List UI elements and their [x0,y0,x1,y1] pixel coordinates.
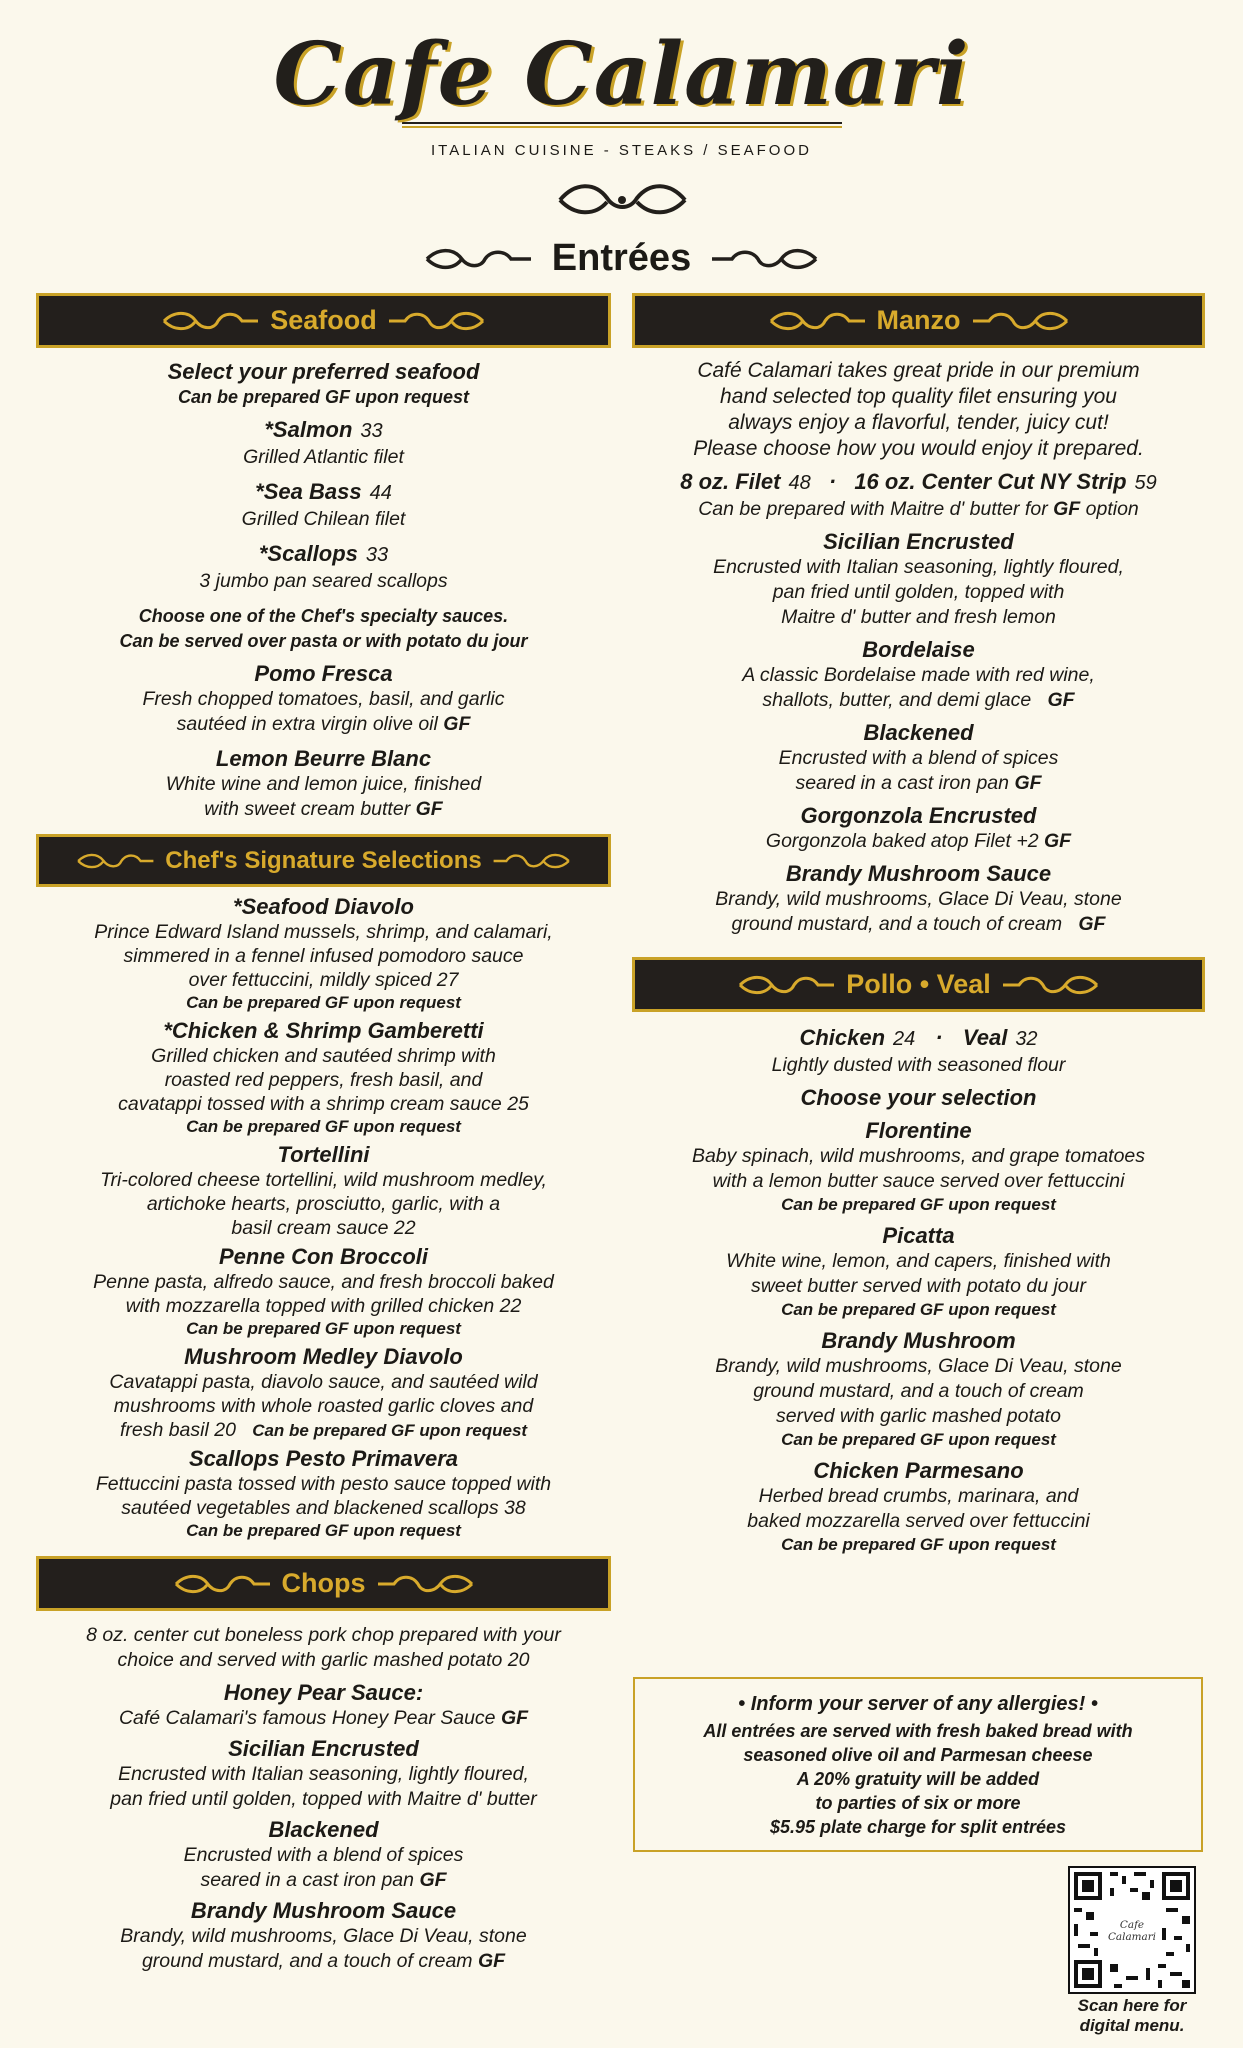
item-description: artichoke hearts, prosciutto, garlic, with a [146,1193,501,1215]
pollo-section [632,1024,1205,1556]
manzo-intro: Café Calamari takes great pride in our premium [697,359,1140,382]
item-name: Tortellini [277,1142,370,1167]
sauce-description: sautéed in extra virgin olive oil [176,713,438,735]
item-description: seared in a cast iron pan [200,1869,415,1891]
item-description: cavatappi tossed with a shrimp cream sauce 25 [118,1093,529,1115]
flourish-ornament-icon [555,180,690,224]
item-description: Herbed bread crumbs, marinara, and [758,1485,1079,1507]
item-description: Encrusted with Italian seasoning, lightly floured, [713,556,1124,578]
banner-right-ornament-icon [492,850,572,872]
seafood-section [36,358,611,822]
item-name: Sicilian Encrusted [823,529,1014,554]
item-description: 3 jumbo pan seared scallops [199,570,448,592]
item-name: *Scallops [258,541,358,566]
gf-note: Can be prepared GF upon request [781,1430,1056,1449]
menu-item [632,528,1205,630]
pollo-banner [632,957,1205,1012]
sauce-description: Fresh chopped tomatoes, basil, and garlic [142,688,505,710]
notice-line: to parties of six or more [815,1793,1021,1813]
banner-left-ornament-icon [736,974,836,996]
left-column [36,293,611,1974]
menu-item [36,478,611,532]
banner-right-ornament-icon [1001,974,1101,996]
sauce-item [36,660,611,737]
item-description: White wine, lemon, and capers, finished with [726,1250,1111,1272]
item-name: Brandy Mushroom Sauce [785,861,1052,886]
item-description: baked mozzarella served over fettuccini [747,1510,1090,1532]
item-description: mushrooms with whole roasted garlic cloves and [113,1395,534,1417]
manzo-banner [632,293,1205,348]
menu-item [632,802,1205,854]
menu-item [36,1897,611,1974]
gf-badge: GF [1014,772,1042,794]
tagline: ITALIAN CUISINE - STEAKS / SEAFOOD [431,142,812,160]
veal-label: Veal [962,1025,1008,1050]
strip-name: 16 oz. Center Cut NY Strip [854,469,1127,494]
right-title-ornament-icon [710,246,820,272]
item-description: basil cream sauce 22 [231,1217,416,1239]
item-description: Brandy, wild mushrooms, Glace Di Veau, stone [120,1925,527,1947]
signature-banner [36,834,611,887]
left-title-ornament-icon [423,246,533,272]
item-description: with mozzarella topped with grilled chicken 22 [125,1295,522,1317]
item-description: Encrusted with a blend of spices [183,1844,464,1866]
item-name: Blackened [268,1817,379,1842]
item-name: Florentine [865,1118,972,1143]
sauce-name: Lemon Beurre Blanc [215,746,432,771]
item-name: Honey Pear Sauce: [223,1680,424,1705]
menu-item [632,1117,1205,1216]
item-description: Cavatappi pasta, diavolo sauce, and sautéed wild [109,1371,538,1393]
banner-left-ornament-icon [75,850,155,872]
manzo-intro: hand selected top quality filet ensuring you [720,385,1117,408]
menu-item [632,1327,1205,1451]
item-description: A classic Bordelaise made with red wine, [742,664,1095,686]
manzo-banner-label: Manzo [876,305,961,335]
qr-caption [1050,1996,1214,2036]
item-name: *Seafood Diavolo [233,894,414,919]
seafood-banner [36,293,611,348]
item-description: simmered in a fennel infused pomodoro sauce [123,945,524,967]
item-description: ground mustard, and a touch of cream [141,1950,473,1972]
seafood-gf-note: Can be prepared GF upon request [177,387,470,407]
pollo-note: Lightly dusted with seasoned flour [771,1054,1066,1076]
item-name: Bordelaise [862,637,975,662]
restaurant-logo: Cafe Calamari [273,24,970,125]
item-description: ground mustard, and a touch of cream [753,1380,1084,1402]
item-description: fresh basil 20 [119,1419,236,1441]
chicken-label: Chicken [799,1025,886,1050]
qr-caption-line: digital menu. [1079,2016,1185,2035]
item-name: Chicken Parmesano [813,1458,1024,1483]
gf-note: Can be prepared GF upon request [252,1421,528,1440]
item-name: Brandy Mushroom Sauce [190,1898,457,1923]
gf-note: Can be prepared GF upon request [186,993,461,1012]
qr-code[interactable] [1068,1866,1196,1994]
manzo-section [632,358,1205,937]
chops-section [36,1623,611,1974]
gf-badge: GF [1053,498,1081,520]
svg-text:Cafe: Cafe [1119,1919,1145,1931]
allergy-notice-title: • Inform your server of any allergies! • [738,1693,1098,1715]
filet-price: 48 [788,472,811,494]
gf-badge: GF [1078,913,1106,935]
allergy-notice-box [633,1677,1203,1852]
item-description: shallots, butter, and demi glace [762,689,1032,711]
entrees-title: Entrées [551,237,692,280]
gf-badge: GF [1043,830,1072,852]
menu-item [36,540,611,594]
menu-item [632,1457,1205,1556]
banner-left-ornament-icon [172,1573,272,1595]
item-name: Blackened [863,720,974,745]
item-price: 33 [365,544,389,566]
item-description: sweet butter served with potato du jour [751,1275,1086,1297]
qr-code-icon [1070,1868,1194,1992]
item-description: Encrusted with a blend of spices [778,747,1059,769]
svg-text:Calamari: Calamari [1107,1931,1157,1943]
sauce-intro-note: Can be served over pasta or with potato du jour [119,631,528,651]
separator: · [828,469,837,494]
banner-right-ornament-icon [387,310,487,332]
sauce-item [36,745,611,822]
sauce-description: with sweet cream butter [204,798,411,820]
banner-right-ornament-icon [971,310,1071,332]
menu-item [36,893,611,1014]
item-name: Scallops Pesto Primavera [188,1446,459,1471]
item-description: pan fried until golden, topped with [772,581,1065,603]
menu-item [36,416,611,470]
seafood-banner-label: Seafood [270,305,377,335]
sauce-description: White wine and lemon juice, finished [165,773,482,795]
page-title [0,236,1243,280]
gf-badge: GF [1047,689,1075,711]
item-description: ground mustard, and a touch of cream [731,913,1063,935]
menu-item [632,1222,1205,1321]
item-name: *Salmon [264,417,353,442]
sauce-name: Pomo Fresca [254,661,393,686]
menu-item [36,1017,611,1138]
item-name: Mushroom Medley Diavolo [184,1344,463,1369]
item-name: Gorgonzola Encrusted [800,803,1037,828]
menu-item [36,1343,611,1442]
item-name: Sicilian Encrusted [228,1736,419,1761]
signature-section [36,893,611,1542]
item-description: pan fried until golden, topped with Maitre d' butter [110,1788,537,1810]
pollo-options [632,1024,1205,1053]
manzo-intro: always enjoy a flavorful, tender, juicy cut! [728,411,1109,434]
gf-badge: GF [415,798,443,820]
item-description: Brandy, wild mushrooms, Glace Di Veau, stone [715,1355,1122,1377]
menu-item [632,860,1205,937]
notice-line: All entrées are served with fresh baked bread with [703,1721,1133,1741]
chops-banner [36,1556,611,1611]
gf-badge: GF [419,1869,447,1891]
pollo-choose: Choose your selection [800,1085,1037,1110]
butter-note: option [1085,498,1139,520]
item-description: Grilled chicken and sautéed shrimp with [151,1045,496,1067]
banner-right-ornament-icon [376,1573,476,1595]
pollo-banner-label: Pollo • Veal [846,969,991,999]
veal-price: 32 [1015,1028,1038,1050]
item-description: roasted red peppers, fresh basil, and [164,1069,483,1091]
item-name: *Chicken & Shrimp Gamberetti [163,1018,484,1043]
menu-item [36,1816,611,1893]
separator: · [935,1025,943,1050]
right-column [632,293,1205,1556]
item-description: Prince Edward Island mussels, shrimp, and calamari, [94,921,553,943]
item-description: Grilled Atlantic filet [243,446,404,468]
gf-badge: GF [443,713,471,735]
item-description: Maitre d' butter and fresh lemon [781,606,1056,628]
item-description: seared in a cast iron pan [795,772,1010,794]
gf-note: Can be prepared GF upon request [186,1319,461,1338]
qr-caption-line: Scan here for [1077,1996,1187,2015]
chicken-price: 24 [893,1028,916,1050]
menu-item [36,1735,611,1812]
chops-intro: 8 oz. center cut boneless pork chop prepared with your [86,1624,561,1646]
gf-note: Can be prepared GF upon request [781,1535,1056,1554]
menu-item [36,1243,611,1340]
butter-note: Can be prepared with Maitre d' butter for [698,498,1048,520]
gf-note: Can be prepared GF upon request [781,1300,1056,1319]
chops-intro: choice and served with garlic mashed potato 20 [117,1649,530,1671]
item-name: Picatta [882,1223,955,1248]
notice-line: seasoned olive oil and Parmesan cheese [743,1745,1093,1765]
item-price: 33 [360,420,383,442]
item-description: Gorgonzola baked atop Filet +2 [765,830,1039,852]
item-description: sautéed vegetables and blackened scallops 38 [121,1497,526,1519]
item-description: Fettuccini pasta tossed with pesto sauce topped with [95,1473,552,1495]
signature-banner-label: Chef's Signature Selections [165,846,482,874]
item-description: Baby spinach, wild mushrooms, and grape tomatoes [691,1145,1146,1167]
banner-left-ornament-icon [767,310,867,332]
notice-line: $5.95 plate charge for split entrées [769,1817,1067,1837]
gf-badge: GF [500,1707,529,1729]
menu-item [36,1141,611,1240]
item-name: Penne Con Broccoli [218,1244,429,1269]
seafood-intro: Select your preferred seafood [167,359,480,384]
banner-left-ornament-icon [160,310,260,332]
item-name: Brandy Mushroom [821,1328,1016,1353]
menu-item [36,1445,611,1542]
menu-item [632,636,1205,713]
item-description: Brandy, wild mushrooms, Glace Di Veau, stone [715,888,1122,910]
item-description: Grilled Chilean filet [241,508,406,530]
item-description: Penne pasta, alfredo sauce, and fresh broccoli baked [93,1271,554,1293]
chops-banner-label: Chops [281,1568,366,1598]
item-description: with a lemon butter sauce served over fettuccini [712,1170,1125,1192]
item-description: Tri-colored cheese tortellini, wild mushroom medley, [100,1169,547,1191]
manzo-cuts [632,468,1205,497]
item-description: over fettuccini, mildly spiced 27 [188,969,459,991]
logo-block [0,24,1243,160]
menu-item [36,1679,611,1731]
item-description: Encrusted with Italian seasoning, lightly floured, [118,1763,529,1785]
item-description: Café Calamari's famous Honey Pear Sauce [118,1707,496,1729]
strip-price: 59 [1134,472,1157,494]
item-price: 44 [369,482,392,504]
gf-badge: GF [477,1950,506,1972]
gf-note: Can be prepared GF upon request [186,1521,461,1540]
manzo-intro: Please choose how you would enjoy it prepared. [693,437,1144,460]
item-description: served with garlic mashed potato [775,1405,1062,1427]
filet-name: 8 oz. Filet [680,469,781,494]
item-name: *Sea Bass [255,479,362,504]
gf-note: Can be prepared GF upon request [186,1117,461,1136]
menu-item [632,719,1205,796]
sauce-intro: Choose one of the Chef's specialty sauces. [138,606,509,626]
gf-note: Can be prepared GF upon request [781,1195,1056,1214]
notice-line: A 20% gratuity will be added [796,1769,1040,1789]
